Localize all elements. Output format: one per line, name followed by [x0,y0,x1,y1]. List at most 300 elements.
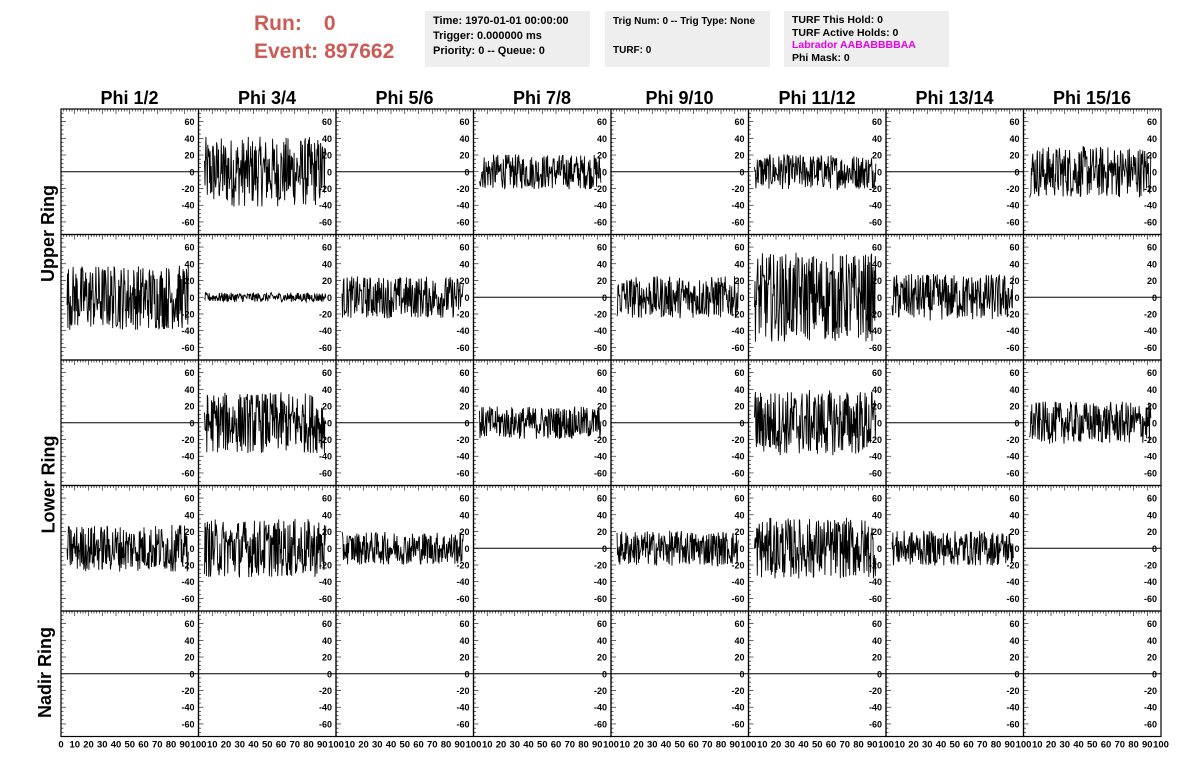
y-tick-label: -20 [456,685,470,696]
y-tick-label: -20 [318,434,332,445]
y-tick-label: -40 [593,577,607,588]
y-tick-label: 20 [1146,527,1157,538]
y-tick-label: 40 [596,635,607,646]
y-tick-label: -60 [1006,342,1020,353]
y-tick-label: 40 [459,259,470,270]
x-tick-label: 70 [976,739,988,751]
y-tick-label: 20 [321,652,332,663]
y-tick-label: 40 [1146,635,1157,646]
y-tick-label: 20 [871,401,882,412]
x-tick-label: 60 [138,739,149,751]
y-tick-label: -40 [318,200,332,211]
y-tick-label: 40 [596,384,607,395]
y-tick-label: 60 [734,619,745,630]
y-tick-label: -60 [318,217,332,228]
x-tick-label: 100 [1153,739,1169,751]
y-tick-label: 0 [464,669,470,680]
waveform-panel [474,235,612,361]
y-tick-label: 20 [184,150,195,161]
y-tick-label: 60 [1146,619,1157,630]
turf-hold-line: TURF This Hold: 0 [792,14,883,26]
waveform-panel [61,109,199,235]
y-tick-label: -20 [593,685,607,696]
waveform-panel [61,486,199,612]
y-tick-label: 20 [459,527,470,538]
waveform-panel [61,235,199,361]
waveform-trace [755,253,876,342]
y-tick-label: -20 [318,685,332,696]
event-label: Event: [254,40,319,63]
y-tick-label: -60 [456,468,470,479]
y-tick-label: -60 [456,719,470,730]
y-tick-label: 40 [321,510,332,521]
waveform-trace [205,293,326,302]
x-tick-label: 20 [633,739,644,751]
x-tick-label: 70 [564,739,576,751]
x-tick-label: 100 [328,739,344,751]
y-tick-label: 0 [1151,669,1157,680]
x-tick-label: 50 [674,739,686,751]
y-tick-label: -40 [318,702,332,713]
y-tick-label: -40 [731,577,745,588]
y-tick-label: 0 [876,418,882,429]
x-tick-label: 90 [1141,739,1153,751]
y-tick-label: 0 [739,669,745,680]
y-tick-label: 40 [734,259,745,270]
x-tick-label: 70 [839,739,851,751]
turf-active-line: TURF Active Holds: 0 [792,26,899,39]
y-tick-label: 60 [734,493,745,504]
y-tick-label: -20 [181,309,195,320]
y-tick-label: 0 [326,418,332,429]
column-label: Phi 5/6 [375,88,434,108]
y-tick-label: 0 [1014,418,1020,429]
waveform-panel [886,486,1024,612]
y-tick-label: -20 [868,434,882,445]
x-tick-label: 30 [646,739,658,751]
x-tick-label: 20 [770,739,782,751]
y-tick-label: -20 [1143,685,1157,696]
y-tick-label: -20 [731,183,745,194]
y-tick-label: 40 [1009,384,1020,395]
y-tick-label: -20 [456,309,470,320]
y-tick-label: -40 [1006,200,1020,211]
waveform-trace [617,276,738,318]
y-tick-label: 40 [184,384,195,395]
y-tick-label: -60 [1006,468,1020,479]
x-tick-label: 100 [190,739,207,751]
y-tick-label: 20 [1146,276,1157,287]
y-tick-label: -20 [318,560,332,571]
y-tick-label: -60 [181,593,195,604]
y-tick-label: -40 [181,326,195,337]
y-tick-label: 60 [1009,493,1020,504]
waveform-trace [480,154,601,189]
x-tick-label: 30 [921,739,933,751]
x-tick-label: 70 [151,739,163,751]
x-tick-label: 10 [756,739,768,751]
y-tick-label: -40 [456,577,470,588]
x-tick-label: 80 [990,739,1002,751]
y-tick-label: -60 [1143,593,1157,604]
y-tick-label: -20 [868,309,882,320]
y-tick-label: -20 [318,309,332,320]
y-tick-label: 60 [596,368,607,379]
y-tick-label: 20 [321,150,332,161]
x-tick-label: 100 [740,739,757,751]
column-label: Phi 13/14 [915,88,994,108]
x-tick-label: 90 [1004,739,1016,751]
y-tick-label: 40 [321,133,332,144]
x-tick-label: 50 [261,739,273,751]
y-tick-label: -60 [868,468,882,479]
column-label: Phi 7/8 [512,88,572,108]
column-label: Phi 15/16 [1052,88,1132,108]
y-tick-label: 20 [596,150,607,161]
y-tick-label: -60 [1006,593,1020,604]
y-tick-label: 0 [189,669,195,680]
y-tick-label: 0 [601,418,607,429]
y-tick-label: 60 [321,619,332,630]
x-tick-label: 90 [179,739,191,751]
y-tick-label: 20 [871,150,882,161]
y-tick-label: 40 [1009,635,1020,646]
y-tick-label: 0 [601,292,607,303]
y-tick-label: -60 [868,719,882,730]
y-tick-label: -60 [456,593,470,604]
x-tick-label: 30 [234,739,246,751]
y-tick-label: -60 [593,217,607,228]
y-tick-label: -40 [456,326,470,337]
waveform-panel [199,109,337,235]
y-tick-label: 20 [1146,150,1157,161]
x-tick-label: 40 [248,739,259,751]
y-tick-label: -60 [593,468,607,479]
waveform-panel [199,235,337,361]
waveform-panel [474,109,612,235]
x-tick-label: 20 [495,739,507,751]
y-tick-label: 40 [184,259,195,270]
y-tick-label: 40 [459,133,470,144]
y-tick-label: 40 [596,510,607,521]
y-tick-label: 60 [459,117,470,128]
x-tick-label: 30 [1059,739,1071,751]
y-tick-label: 40 [321,259,332,270]
event-value: 897662 [324,40,395,63]
y-tick-label: 20 [871,276,882,287]
waveform-trace [205,519,326,577]
y-tick-label: 20 [871,527,882,538]
y-tick-label: 60 [1146,242,1157,253]
y-tick-label: 60 [321,368,332,379]
y-tick-label: 60 [321,117,332,128]
y-tick-label: 20 [871,652,882,663]
y-tick-label: -60 [1143,468,1157,479]
y-tick-label: -20 [593,560,607,571]
y-tick-label: 40 [184,510,195,521]
y-tick-label: -40 [456,200,470,211]
y-tick-label: 60 [1009,619,1020,630]
y-tick-label: -20 [868,685,882,696]
x-tick-label: 30 [784,739,796,751]
y-tick-label: 60 [871,242,882,253]
y-tick-label: -60 [868,593,882,604]
y-tick-label: 20 [459,401,470,412]
y-tick-label: -20 [593,183,607,194]
y-tick-label: -60 [181,217,195,228]
x-tick-label: 40 [935,739,947,751]
waveform-trace [342,532,463,565]
x-tick-label: 40 [798,739,809,751]
y-tick-label: -60 [318,342,332,353]
y-tick-label: 0 [1151,543,1157,554]
y-tick-label: -60 [181,719,195,730]
y-tick-label: 20 [459,276,470,287]
y-tick-label: -20 [1006,309,1020,320]
column-label: Phi 11/12 [778,88,856,108]
y-tick-label: -40 [181,702,195,713]
y-tick-label: 0 [189,292,195,303]
y-tick-label: 60 [734,368,745,379]
y-tick-label: 20 [1146,401,1157,412]
y-tick-label: 20 [1009,652,1020,663]
column-label: Phi 3/4 [237,88,297,108]
y-tick-label: 40 [459,635,470,646]
waveform-panel [611,486,749,612]
y-tick-label: -40 [318,326,332,337]
waveform-trace [205,137,326,207]
labrador-line: Labrador AABABBBBAA [792,39,916,51]
waveform-panel [749,611,887,737]
y-tick-label: 60 [459,368,470,379]
waveform-trace [892,531,1013,566]
x-tick-label: 50 [124,739,136,751]
y-tick-label: -20 [593,434,607,445]
y-tick-label: 60 [459,493,470,504]
y-tick-label: 40 [321,635,332,646]
y-tick-label: 60 [734,117,745,128]
y-tick-label: 40 [871,259,882,270]
waveform-panel [886,360,1024,486]
y-tick-label: 60 [184,368,195,379]
y-tick-label: 60 [1009,368,1020,379]
y-tick-label: 0 [739,292,745,303]
y-tick-label: -40 [181,577,195,588]
waveform-trace [1030,402,1151,444]
x-tick-label: 30 [96,739,108,751]
y-tick-label: 0 [464,543,470,554]
waveform-panel [886,109,1024,235]
y-tick-label: 0 [1151,167,1157,178]
y-tick-label: 0 [1014,292,1020,303]
y-tick-label: 40 [1146,133,1157,144]
x-tick-label: 50 [811,739,823,751]
y-tick-label: 0 [1151,418,1157,429]
waveform-panel [749,109,887,235]
y-tick-label: 0 [189,543,195,554]
y-tick-label: 20 [596,527,607,538]
y-tick-label: -20 [318,183,332,194]
y-tick-label: -20 [1143,183,1157,194]
y-tick-label: 20 [734,276,745,287]
y-tick-label: -40 [181,200,195,211]
x-tick-label: 60 [413,739,424,751]
y-tick-label: -40 [731,702,745,713]
y-tick-label: -20 [1143,434,1157,445]
x-tick-label: 70 [701,739,713,751]
y-tick-label: 60 [459,619,470,630]
y-tick-label: 0 [739,543,745,554]
y-tick-label: 20 [459,652,470,663]
y-tick-label: -60 [1143,342,1157,353]
waveform-panel [1024,235,1162,361]
y-tick-label: 40 [184,635,195,646]
waveform-panel [336,109,474,235]
y-tick-label: 20 [1009,527,1020,538]
waveform-panel [336,235,474,361]
waveform-panel [611,109,749,235]
x-tick-label: 60 [688,739,699,751]
y-tick-label: -60 [593,342,607,353]
y-tick-label: -40 [1006,702,1020,713]
y-tick-label: 60 [184,619,195,630]
x-tick-label: 60 [275,739,287,751]
x-tick-label: 10 [206,739,218,751]
y-tick-label: 40 [1009,510,1020,521]
x-tick-label: 70 [1114,739,1126,751]
x-tick-label: 80 [1128,739,1139,751]
y-tick-label: 40 [1146,384,1157,395]
y-tick-label: -40 [456,451,470,462]
y-tick-label: -60 [593,719,607,730]
y-tick-label: 60 [871,619,882,630]
x-tick-label: 40 [385,739,397,751]
y-tick-label: 60 [459,242,470,253]
column-label: Phi 1/2 [100,88,159,108]
y-tick-label: 0 [1014,543,1020,554]
y-tick-label: -40 [1143,451,1157,462]
x-tick-label: 80 [440,739,452,751]
trig-num-line: Trig Num: 0 -- Trig Type: None [613,16,756,27]
waveform-panel [611,360,749,486]
y-tick-label: -40 [1143,326,1157,337]
column-label: Phi 9/10 [645,88,714,108]
y-tick-label: -60 [731,342,745,353]
y-tick-label: -20 [1143,560,1157,571]
waveform-panel [749,235,887,361]
y-tick-label: 0 [876,292,882,303]
y-tick-label: -60 [1143,217,1157,228]
y-tick-label: 0 [464,418,470,429]
y-tick-label: -20 [731,309,745,320]
y-tick-label: 0 [326,292,332,303]
y-tick-label: 0 [739,418,745,429]
x-tick-label: 30 [371,739,383,751]
x-tick-label: 20 [1045,739,1057,751]
y-tick-label: -20 [868,183,882,194]
y-tick-label: -40 [731,451,745,462]
y-tick-label: 60 [184,242,195,253]
y-tick-label: -40 [1006,577,1020,588]
y-tick-label: 40 [596,133,607,144]
y-tick-label: -60 [731,593,745,604]
y-tick-label: 20 [734,401,745,412]
y-tick-label: 0 [1014,167,1020,178]
y-tick-label: 0 [326,167,332,178]
x-tick-label: 60 [550,739,562,751]
y-tick-label: -20 [731,434,745,445]
y-tick-label: 60 [871,117,882,128]
x-tick-label: 50 [1086,739,1098,751]
y-tick-label: 0 [601,543,607,554]
y-tick-label: 60 [871,493,882,504]
y-tick-label: 60 [1146,117,1157,128]
x-tick-label: 90 [591,739,603,751]
y-tick-label: -60 [318,468,332,479]
y-tick-label: 0 [601,167,607,178]
y-tick-label: 20 [1146,652,1157,663]
y-tick-label: 60 [1009,242,1020,253]
waveform-panel [61,360,199,486]
y-tick-label: -20 [1006,685,1020,696]
x-tick-label: 20 [358,739,369,751]
x-tick-label: 90 [316,739,328,751]
y-tick-label: -40 [868,702,882,713]
waveform-panel [199,486,337,612]
panel-frame [199,486,337,612]
x-tick-label: 30 [509,739,521,751]
y-tick-label: 0 [601,669,607,680]
y-tick-label: -40 [868,200,882,211]
y-tick-label: 0 [1014,669,1020,680]
waveform-panel [474,360,612,486]
y-tick-label: 40 [871,635,882,646]
x-tick-label: 40 [110,739,122,751]
waveform-panel [61,611,199,737]
y-tick-label: 40 [734,384,745,395]
y-tick-label: 60 [1009,117,1020,128]
y-tick-label: 20 [184,652,195,663]
y-tick-label: -20 [181,685,195,696]
y-tick-label: -60 [318,719,332,730]
waveform-panel [199,360,337,486]
y-tick-label: 0 [876,669,882,680]
waveform-trace [1030,146,1151,197]
phi-mask-line: Phi Mask: 0 [792,51,850,64]
x-tick-label: 80 [165,739,177,751]
y-tick-label: 60 [321,242,332,253]
x-tick-label: 80 [303,739,314,751]
y-tick-label: -40 [1006,326,1020,337]
y-tick-label: 40 [871,133,882,144]
x-tick-label: 10 [894,739,906,751]
y-tick-label: -40 [456,702,470,713]
y-tick-label: -40 [1143,702,1157,713]
x-tick-label: 10 [69,739,81,751]
y-tick-label: 20 [321,276,332,287]
y-tick-label: -60 [456,217,470,228]
y-tick-label: 20 [459,150,470,161]
y-tick-label: -60 [731,217,745,228]
waveform-panel [1024,486,1162,612]
y-tick-label: 60 [871,368,882,379]
waveform-panel [749,360,887,486]
run-value: 0 [323,12,336,35]
y-tick-label: -40 [1006,451,1020,462]
y-tick-label: -60 [1143,719,1157,730]
row-label: Lower Ring [38,435,59,533]
y-tick-label: -40 [731,200,745,211]
